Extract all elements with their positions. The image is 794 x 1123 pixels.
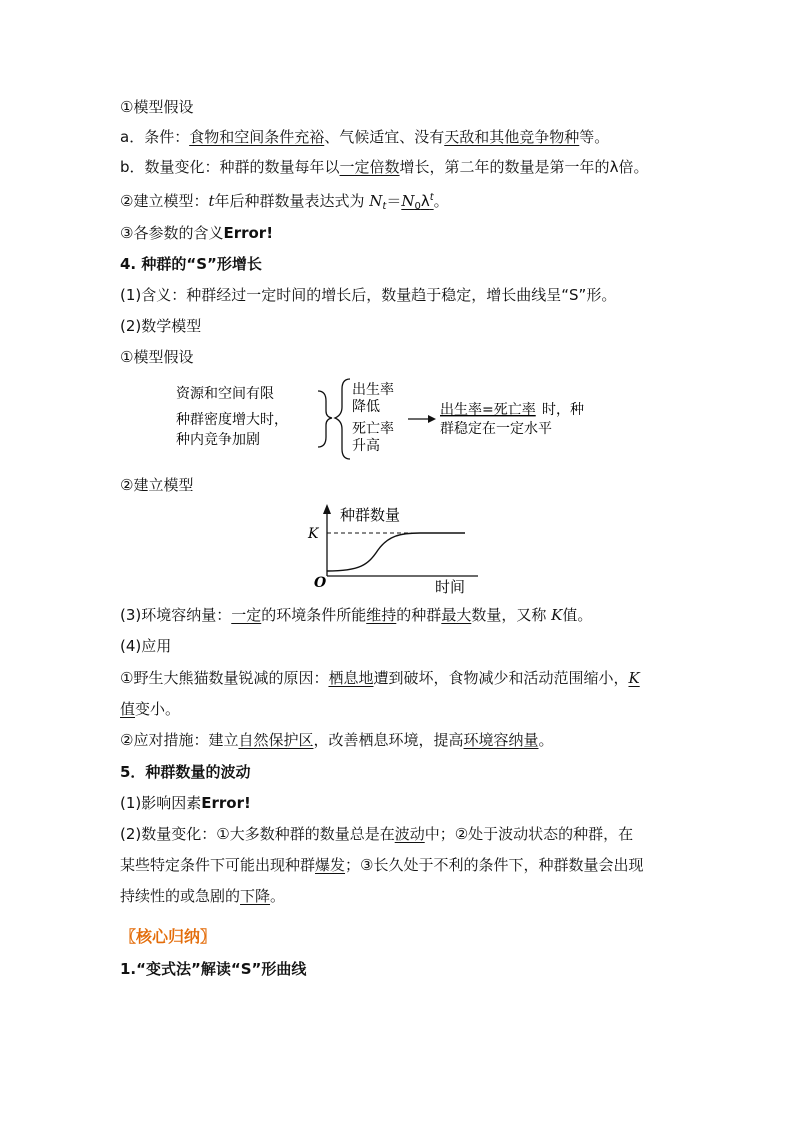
diagram-cond-3: 种内竞争加剧 <box>176 432 260 448</box>
x-axis-label: 时间 <box>435 578 466 595</box>
left-brace <box>318 391 332 447</box>
condition-line: a．条件：食物和空间条件充裕、气候适宜、没有天敌和其他竞争物种等。 <box>120 128 610 146</box>
core-summary-heading: 〖核心归纳〗 <box>120 927 217 946</box>
hypothesis-diagram <box>170 375 630 465</box>
diagram-birth-1: 出生率 <box>352 382 394 398</box>
quantity-change-line-2: 某些特定条件下可能出现种群爆发；③长久处于不利的条件下，种群数量会出现 <box>120 856 644 874</box>
section-fluctuation: 5．种群数量的波动 <box>120 763 251 781</box>
s-growth-meaning: (1)含义：种群经过一定时间的增长后，数量趋于稳定，增长曲线呈“S”形。 <box>120 286 617 304</box>
model-formula-line: ②建立模型：t年后种群数量表达式为 $N_t=N_0\lambda^t$。 <box>120 192 449 212</box>
build-model-heading: ②建立模型 <box>120 476 194 494</box>
diagram-death-1: 死亡率 <box>352 421 394 437</box>
countermeasure-line: ②应对措施：建立自然保护区，改善栖息环境，提高环境容纳量。 <box>120 731 554 749</box>
application-heading: (4)应用 <box>120 637 172 655</box>
s-curve <box>327 533 465 571</box>
quantity-change-line: b．数量变化：种群的数量每年以一定倍数增长，第二年的数量是第一年的λ倍。 <box>120 158 649 176</box>
y-axis-arrow <box>323 504 331 514</box>
diagram-birth-2: 降低 <box>352 399 380 415</box>
panda-reason-line-2: 值变小。 <box>120 700 181 718</box>
influence-factors-line: (1)影响因素Error! <box>120 794 251 812</box>
right-brace <box>335 379 350 459</box>
math-model-heading: (2)数学模型 <box>120 317 202 335</box>
panda-reason-line: ①野生大熊猫数量锐减的原因：栖息地遭到破坏，食物减少和活动范围缩小，K <box>120 669 640 687</box>
section-s-growth: 4. 种群的“S”形增长 <box>120 255 262 273</box>
diagram-result-1: 时，种 <box>542 402 584 418</box>
diagram-result-underlined: 出生率=死亡率 <box>440 402 536 418</box>
carrying-capacity-line: (3)环境容纳量：一定的环境条件所能维持的种群最大数量，又称 K值。 <box>120 606 593 624</box>
diagram-cond-1: 资源和空间有限 <box>176 386 274 402</box>
quantity-change-line-1: (2)数量变化：①大多数种群的数量总是在波动中；②处于波动状态的种群，在 <box>120 825 634 843</box>
s-curve-graph <box>300 500 500 595</box>
quantity-change-line-3: 持续性的或急剧的下降。 <box>120 887 286 905</box>
diagram-death-2: 升高 <box>352 438 380 454</box>
k-label: K <box>308 526 319 542</box>
diagram-result-2: 群稳定在一定水平 <box>440 421 552 437</box>
origin-label: O <box>314 575 327 591</box>
y-axis-label: 种群数量 <box>340 506 401 524</box>
arrow-head <box>428 415 436 423</box>
s-curve-interpretation-heading: 1.“变式法”解读“S”形曲线 <box>120 960 307 978</box>
diagram-cond-2: 种群密度增大时， <box>176 412 288 428</box>
hypothesis-heading: ①模型假设 <box>120 98 194 116</box>
parameter-meaning-line: ③各参数的含义Error! <box>120 224 274 242</box>
s-hypothesis-heading: ①模型假设 <box>120 348 194 366</box>
